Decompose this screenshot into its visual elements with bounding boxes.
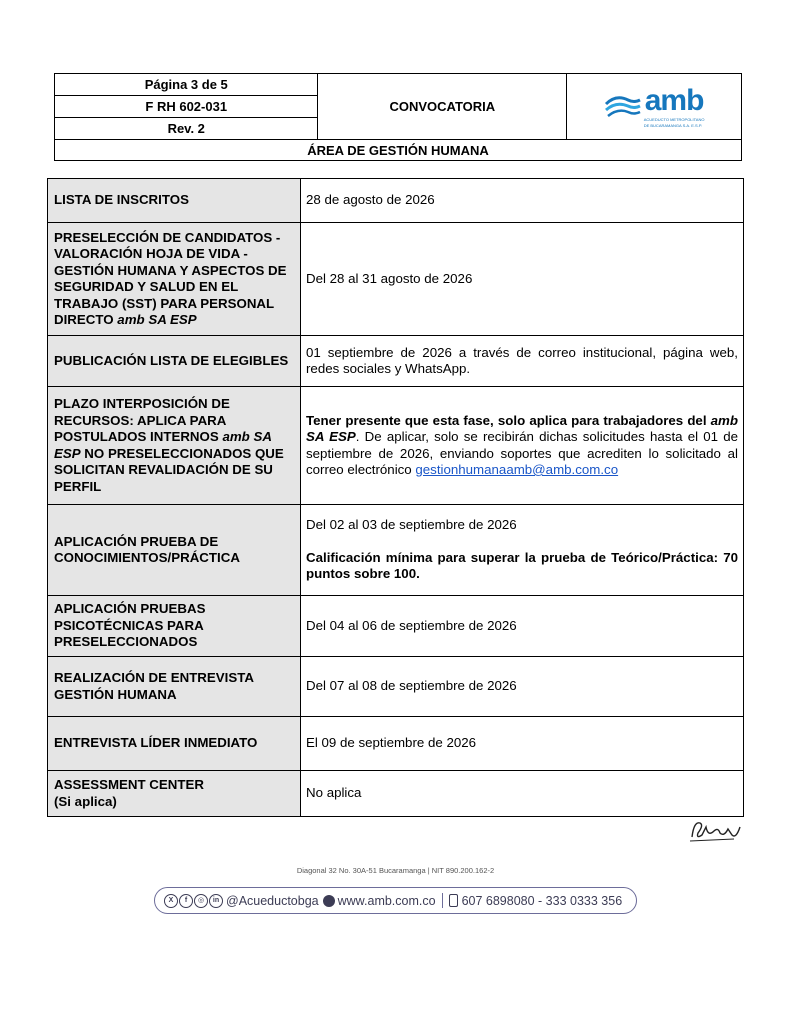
table-row xyxy=(48,657,744,717)
footer-contact-bar xyxy=(154,887,637,914)
row-value: El 09 de septiembre de 2026 xyxy=(301,717,744,771)
document-header xyxy=(54,73,742,161)
value-company: amb SA ESP xyxy=(306,412,738,444)
revision: Rev. 2 xyxy=(55,118,318,140)
divider xyxy=(442,893,443,908)
row-label xyxy=(48,387,301,505)
area-title: ÁREA DE GESTIÓN HUMANA xyxy=(55,140,742,161)
row-value xyxy=(301,387,744,505)
phone-icon xyxy=(449,894,458,907)
label-text-cont: NO PRESELECCIONADOS QUE SOLICITAN REVALIDACIÓN DE SU PERFIL xyxy=(54,445,284,494)
label-company: amb SA ESP xyxy=(117,312,197,327)
label-company: amb SA ESP xyxy=(54,429,272,461)
row-label: APLICACIÓN PRUEBA DE CONOCIMIENTOS/PRÁCTICA xyxy=(48,505,301,596)
row-value: Del 07 al 08 de septiembre de 2026 xyxy=(301,657,744,717)
email-link[interactable]: gestionhumanaamb@amb.com.co xyxy=(415,462,619,477)
row-label: PUBLICACIÓN LISTA DE ELEGIBLES xyxy=(48,336,301,387)
website-link[interactable]: www.amb.com.co xyxy=(337,893,436,908)
value-note-bold: Calificación mínima para superar la prueba de Teórico/Práctica: 70 puntos sobre 100. xyxy=(306,549,738,582)
social-handle[interactable]: @Acueductobga xyxy=(226,893,319,908)
footer-address: Diagonal 32 No. 30A-51 Bucaramanga | NIT 890.200.162-2 xyxy=(296,866,495,875)
table-row xyxy=(48,179,744,223)
signature xyxy=(688,815,744,845)
row-label xyxy=(48,771,301,817)
schedule-table xyxy=(47,178,744,817)
label-text: PRESELECCIÓN DE CANDIDATOS - VALORACIÓN HOJA DE VIDA - GESTIÓN HUMANA Y ASPECTOS DE SEGURIDAD Y SALUD EN EL TRABAJO (SST) PARA PERSONAL DIRECTO xyxy=(54,229,287,327)
logo-subtitle-2: DE BUCARAMANGA S.A. E.S.P. xyxy=(643,122,703,128)
value-dates: Del 02 al 03 de septiembre de 2026 xyxy=(306,517,517,533)
logo-wordmark: amb xyxy=(644,83,704,117)
value-text: . De aplicar, solo se recibirán dichas solicitudes hasta el 01 de septiembre de 2026, enviando soportes que acrediten lo solicitado al correo electrónico xyxy=(306,429,739,477)
instagram-icon[interactable]: ◎ xyxy=(194,894,208,908)
row-value: 28 de agosto de 2026 xyxy=(301,179,744,223)
table-row xyxy=(48,505,744,596)
globe-icon xyxy=(323,895,335,907)
document-title: CONVOCATORIA xyxy=(318,74,567,140)
phone-numbers: 607 6898080 - 333 0333 356 xyxy=(461,893,623,908)
table-row xyxy=(48,596,744,657)
amb-logo xyxy=(567,83,741,128)
row-value: 01 septiembre de 2026 a través de correo institucional, página web, redes sociales y WhatsApp. xyxy=(301,336,744,387)
row-label xyxy=(48,223,301,336)
row-value xyxy=(301,505,744,596)
row-label: APLICACIÓN PRUEBAS PSICOTÉCNICAS PARA PRESELECCIONADOS xyxy=(48,596,301,657)
wave-logo-icon xyxy=(604,92,642,122)
value-note-bold: Tener presente que esta fase, solo aplica para trabajadores del xyxy=(306,412,711,428)
row-value: Del 04 al 06 de septiembre de 2026 xyxy=(301,596,744,657)
label-text: PLAZO INTERPOSICIÓN DE RECURSOS: APLICA PARA POSTULADOS INTERNOS xyxy=(54,396,230,444)
label-text: ASSESSMENT CENTER xyxy=(54,777,204,792)
row-label: ENTREVISTA LÍDER INMEDIATO xyxy=(48,717,301,771)
table-row xyxy=(48,771,744,817)
form-code: F RH 602-031 xyxy=(55,96,318,118)
linkedin-icon[interactable]: in xyxy=(209,894,223,908)
facebook-icon[interactable]: f xyxy=(179,894,193,908)
row-value: No aplica xyxy=(301,771,744,817)
table-row xyxy=(48,387,744,505)
logo-subtitle-1: ACUEDUCTO METROPOLITANO xyxy=(643,116,705,122)
row-label: LISTA DE INSCRITOS xyxy=(48,179,301,223)
x-icon[interactable]: X xyxy=(164,894,178,908)
logo-cell xyxy=(567,74,742,140)
table-row xyxy=(48,717,744,771)
label-note: (Si aplica) xyxy=(54,793,117,809)
table-row xyxy=(48,336,744,387)
table-row xyxy=(48,223,744,336)
row-value: Del 28 al 31 agosto de 2026 xyxy=(301,223,744,336)
row-label: REALIZACIÓN DE ENTREVISTA GESTIÓN HUMANA xyxy=(48,657,301,717)
page-number: Página 3 de 5 xyxy=(55,74,318,96)
